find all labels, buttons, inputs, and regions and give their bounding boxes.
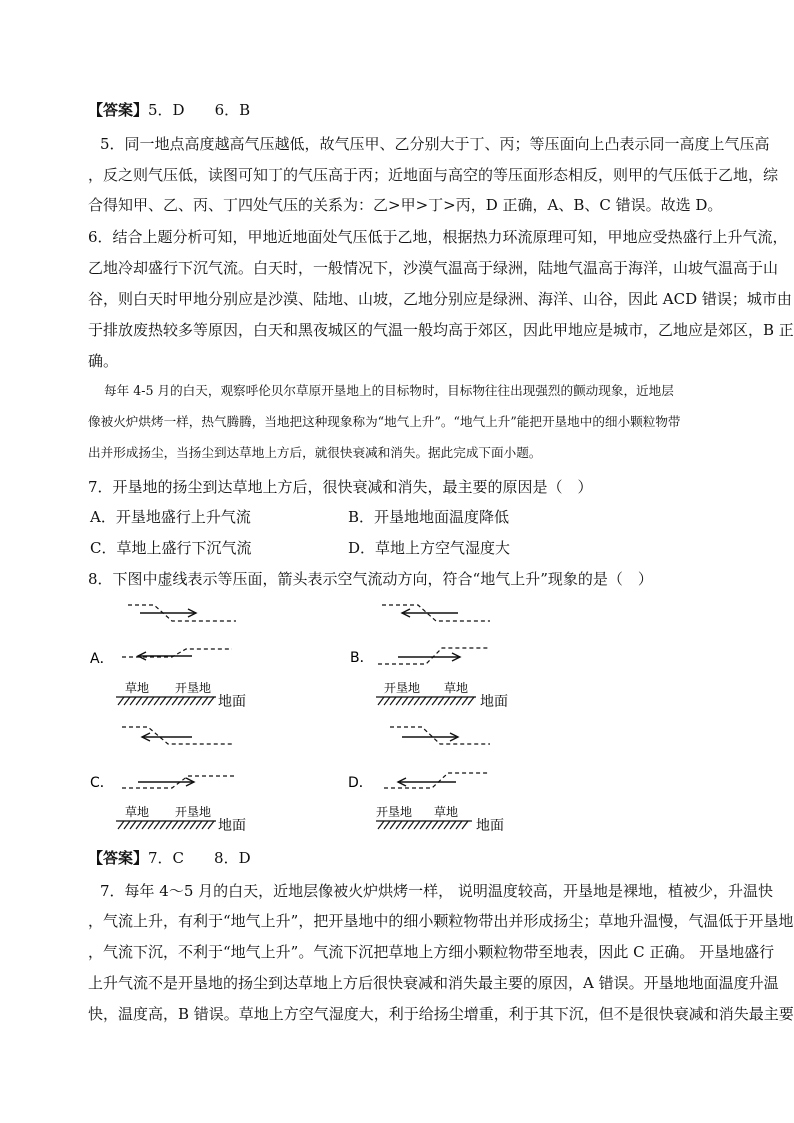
- diagram-d: [348, 722, 528, 837]
- explain6-line: 确。: [88, 352, 119, 370]
- explain7-line: 7．每年 4～5 月的白天，近地层像被火炉烘烤一样， 说明温度较高，开垦地是裸地，植被少，升温快: [100, 882, 773, 900]
- answer-line-2: [88, 848, 251, 868]
- diagram-letter: C．: [90, 775, 114, 791]
- answer-label: 【答案】: [88, 849, 149, 867]
- diagram-ground-label: 地面: [476, 818, 504, 834]
- diagram-b: [348, 598, 528, 713]
- diagram-left-label: 开垦地: [376, 805, 413, 819]
- passage-line: 出并形成扬尘，当扬尘到达草地上方后，就很快衰减和消失。据此完成下面小题。: [88, 445, 542, 460]
- explain5-line: ，反之则气压低，读图可知丁的气压高于丙；近地面与高空的等压面形态相反，则甲的气压低于乙地，综: [88, 166, 779, 184]
- question-7-option-a: A．开垦地盛行上升气流: [90, 508, 251, 526]
- explain5-line: 5．同一地点高度越高气压越低，故气压甲、乙分别大于丁、丙；等压面向上凸表示同一高度上气压高: [100, 135, 770, 153]
- explain7-line: 快，温度高，B 错误。草地上方空气湿度大，利于给扬尘增重，利于其下沉，但不是很快衰减和消失最主要: [88, 1005, 794, 1023]
- diagram-ground-label: 地面: [218, 818, 246, 834]
- diagram-ground-label: 地面: [218, 694, 246, 710]
- explain7-line: ，气流下沉，不利于“地气上升”。气流下沉把草地上方细小颗粒物带至地表，因此 C 正确。 开垦地盛行: [88, 943, 775, 961]
- diagram-letter: B．: [350, 650, 374, 666]
- explain6-line: 于排放废热较多等原因，白天和黑夜城区的气温一般均高于郊区，因此甲地应是城市，乙地应是郊区，B 正: [88, 321, 794, 339]
- diagram-left-label: 草地: [125, 681, 150, 695]
- explain6-line: 6．结合上题分析可知，甲地近地面处气压低于乙地，根据热力环流原理可知，甲地应受热盛行上升气流，: [88, 228, 788, 246]
- question-7-option-c: C．草地上盛行下沉气流: [90, 539, 252, 557]
- question-7-stem: 7．开垦地的扬尘到达草地上方后，很快衰减和消失，最主要的原因是（ ）: [88, 478, 593, 496]
- diagram-ground-label: 地面: [480, 694, 508, 710]
- diagram-c: [88, 722, 268, 837]
- diagram-right-label: 开垦地: [175, 805, 212, 819]
- diagram-letter: A．: [90, 651, 114, 667]
- explain6-line: 谷，则白天时甲地分别应是沙漠、陆地、山坡，乙地分别应是绿洲、海洋、山谷，因此 ACD 错误；城市由: [88, 290, 792, 308]
- diagram-left-label: 草地: [125, 805, 150, 819]
- explain7-line: 上升气流不是开垦地的扬尘到达草地上方后很快衰减和消失最主要的原因，A 错误。开垦地地面温度升温: [88, 974, 779, 992]
- diagram-right-label: 草地: [444, 681, 469, 695]
- diagram-left-label: 开垦地: [384, 681, 421, 695]
- question-8-stem: 8．下图中虚线表示等压面，箭头表示空气流动方向，符合“地气上升”现象的是（ ）: [88, 570, 653, 588]
- diagram-a: [88, 598, 268, 713]
- explain6-line: 乙地冷却盛行下沉气流。白天时，一般情况下，沙漠气温高于绿洲，陆地气温高于海洋，山坡气温高于山: [88, 259, 779, 277]
- answer-label: 【答案】: [88, 101, 149, 119]
- question-7-option-d: D．草地上方空气湿度大: [348, 539, 511, 557]
- explain5-line: 合得知甲、乙、丙、丁四处气压的关系为：乙>甲>丁>丙，D 正确，A、B、C 错误。故选 D。: [88, 196, 723, 214]
- passage-line: 像被火炉烘烤一样，热气腾腾，当地把这种现象称为“地气上升”。“地气上升”能把开垦地中的细小颗粒物带: [88, 414, 681, 429]
- passage-line: 每年 4-5 月的白天，观察呼伦贝尔草原开垦地上的目标物时，目标物往往出现强烈的颤动现象，近地层: [104, 383, 674, 398]
- diagram-right-label: 开垦地: [175, 681, 212, 695]
- question-7-option-b: B．开垦地地面温度降低: [348, 508, 510, 526]
- answer-values: 5．D 6．B: [148, 101, 251, 119]
- answer-line-1: [88, 100, 250, 120]
- diagram-letter: D．: [348, 775, 373, 791]
- diagram-right-label: 草地: [434, 805, 459, 819]
- answer-values: 7．C 8．D: [148, 849, 251, 867]
- explain7-line: ，气流上升，有利于“地气上升”，把开垦地中的细小颗粒物带出并形成扬尘；草地升温慢，气温低于开垦地: [88, 912, 794, 930]
